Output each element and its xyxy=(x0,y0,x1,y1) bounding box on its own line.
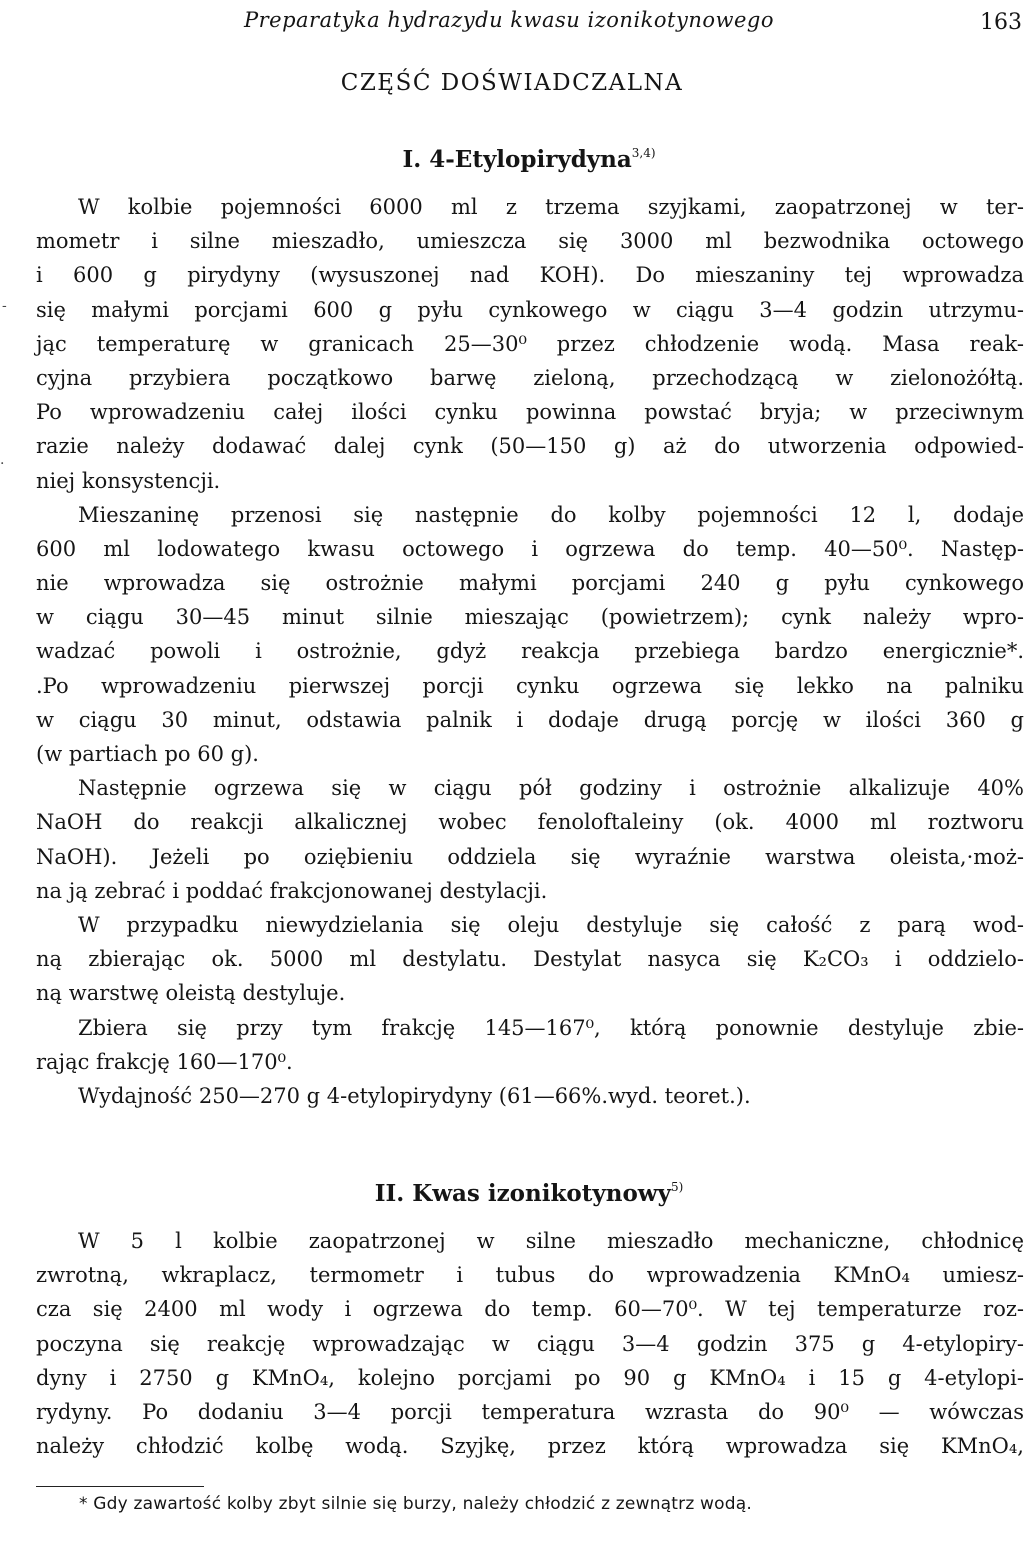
text-line: Mieszaninę przenosi się następnie do kolby pojemności 12 l, dodaje xyxy=(78,502,1024,527)
margin-mark: · xyxy=(0,456,5,472)
text-line: Zbiera się przy tym frakcję 145—167⁰, którą ponownie destyluje zbie- xyxy=(78,1015,1024,1040)
text-line: 600 ml lodowatego kwasu octowego i ogrzewa do temp. 40—50⁰. Następ- xyxy=(36,536,1024,561)
text-line: W 5 l kolbie zaopatrzonej w silne mieszadło mechaniczne, chłodnicę xyxy=(78,1229,1024,1253)
text-line: NaOH do reakcji alkalicznej wobec fenoloftaleiny (ok. 4000 ml roztworu xyxy=(36,810,1024,835)
text-line: razie należy dodawać dalej cynk (50—150 g) aż do utworzenia odpowied- xyxy=(36,434,1024,459)
heading-part-1-refs: 3,4) xyxy=(631,146,656,160)
text-line: ną warstwę oleistą destyluje. xyxy=(36,981,346,1006)
text-line: zwrotną, wkraplacz, termometr i tubus do wprowadzenia KMnO₄ umiesz- xyxy=(36,1263,1024,1288)
text-line: nie wprowadza się ostrożnie małymi porcjami 240 g pyłu cynkowego xyxy=(36,571,1024,596)
text-line: rydyny. Po dodaniu 3—4 porcji temperatura wzrasta do 90⁰ — wówczas xyxy=(36,1399,1024,1424)
text-line: się małymi porcjami 600 g pyłu cynkowego w ciągu 3—4 godzin utrzymu- xyxy=(36,297,1024,322)
heading-part-2-text: II. Kwas izonikotynowy xyxy=(374,1180,671,1207)
text-line: Po wprowadzeniu całej ilości cynku powinna powstać bryja; w przeciwnym xyxy=(36,400,1024,425)
text-line: .Po wprowadzeniu pierwszej porcji cynku ogrzewa się lekko na palniku xyxy=(36,673,1024,698)
text-line: NaOH). Jeżeli po oziębieniu oddziela się wyraźnie warstwa oleista,·moż- xyxy=(36,844,1024,869)
text-line: jąc temperaturę w granicach 25—30⁰ przez chłodzenie wodą. Masa reak- xyxy=(36,331,1024,356)
text-line: i 600 g pirydyny (wysuszonej nad KOH). Do mieszaniny tej wprowadza xyxy=(36,263,1024,288)
text-line: Wydajność 250—270 g 4-etylopirydyny (61—66%.wyd. teoret.). xyxy=(78,1083,751,1108)
text-line: ną zbierając ok. 5000 ml destylatu. Destylat nasyca się K₂CO₃ i oddzielo- xyxy=(36,947,1024,972)
text-line: w ciągu 30—45 minut silnie mieszając (powietrzem); cynk należy wpro- xyxy=(36,605,1024,630)
heading-part-2 xyxy=(0,1180,1024,1207)
heading-part-1-text: I. 4-Etylopirydyna xyxy=(402,146,632,173)
text-line: poczyna się reakcję wprowadzając w ciągu 3—4 godzin 375 g 4-etylopiry- xyxy=(36,1331,1024,1356)
text-line: Następnie ogrzewa się w ciągu pół godziny i ostrożnie alkalizuje 40% xyxy=(78,776,1024,801)
text-line: W przypadku niewydzielania się oleju destyluje się całość z parą wod- xyxy=(78,912,1024,937)
text-line: niej konsystencji. xyxy=(36,468,221,493)
text-line: mometr i silne mieszadło, umieszcza się 3000 ml bezwodnika octowego xyxy=(36,229,1024,254)
text-line: na ją zebrać i poddać frakcjonowanej destylacji. xyxy=(36,878,548,903)
text-line: cza się 2400 ml wody i ogrzewa do temp. 60—70⁰. W tej temperaturze roz- xyxy=(36,1297,1024,1322)
text-line: dyny i 2750 g KMnO₄, kolejno porcjami po 90 g KMnO₄ i 15 g 4-etylopi- xyxy=(36,1365,1024,1390)
heading-part-2-refs: 5) xyxy=(670,1180,684,1194)
text-line: wadzać powoli i ostrożnie, gdyż reakcja przebiega bardzo energicznie*. xyxy=(36,639,1024,664)
running-title: Preparatyka hydrazydu kwasu izonikotynowego xyxy=(244,8,774,32)
section-title: CZĘŚĆ DOŚWIADCZALNA xyxy=(340,70,684,96)
footnote: * Gdy zawartość kolby zbyt silnie się burzy, należy chłodzić z zewnątrz wodą. xyxy=(79,1494,752,1514)
heading-part-1 xyxy=(0,146,1024,173)
text-line: W kolbie pojemności 6000 ml z trzema szyjkami, zaopatrzonej w ter- xyxy=(78,195,1024,219)
text-line: cyjna przybiera początkowo barwę zieloną, przechodzącą w zielonożółtą. xyxy=(36,365,1024,390)
text-line: (w partiach po 60 g). xyxy=(36,742,259,766)
margin-mark: - xyxy=(2,298,7,314)
text-line: w ciągu 30 minut, odstawia palnik i dodaje drugą porcję w ilości 360 g xyxy=(36,707,1024,732)
part-1-body xyxy=(36,190,1024,1113)
footnote-rule xyxy=(36,1486,204,1487)
text-line: rając frakcję 160—170⁰. xyxy=(36,1049,293,1074)
part-2-body xyxy=(36,1224,1024,1463)
page-number: 163 xyxy=(980,10,1022,35)
text-line: należy chłodzić kolbę wodą. Szyjkę, przez którą wprowadza się KMnO₄, xyxy=(36,1434,1024,1459)
